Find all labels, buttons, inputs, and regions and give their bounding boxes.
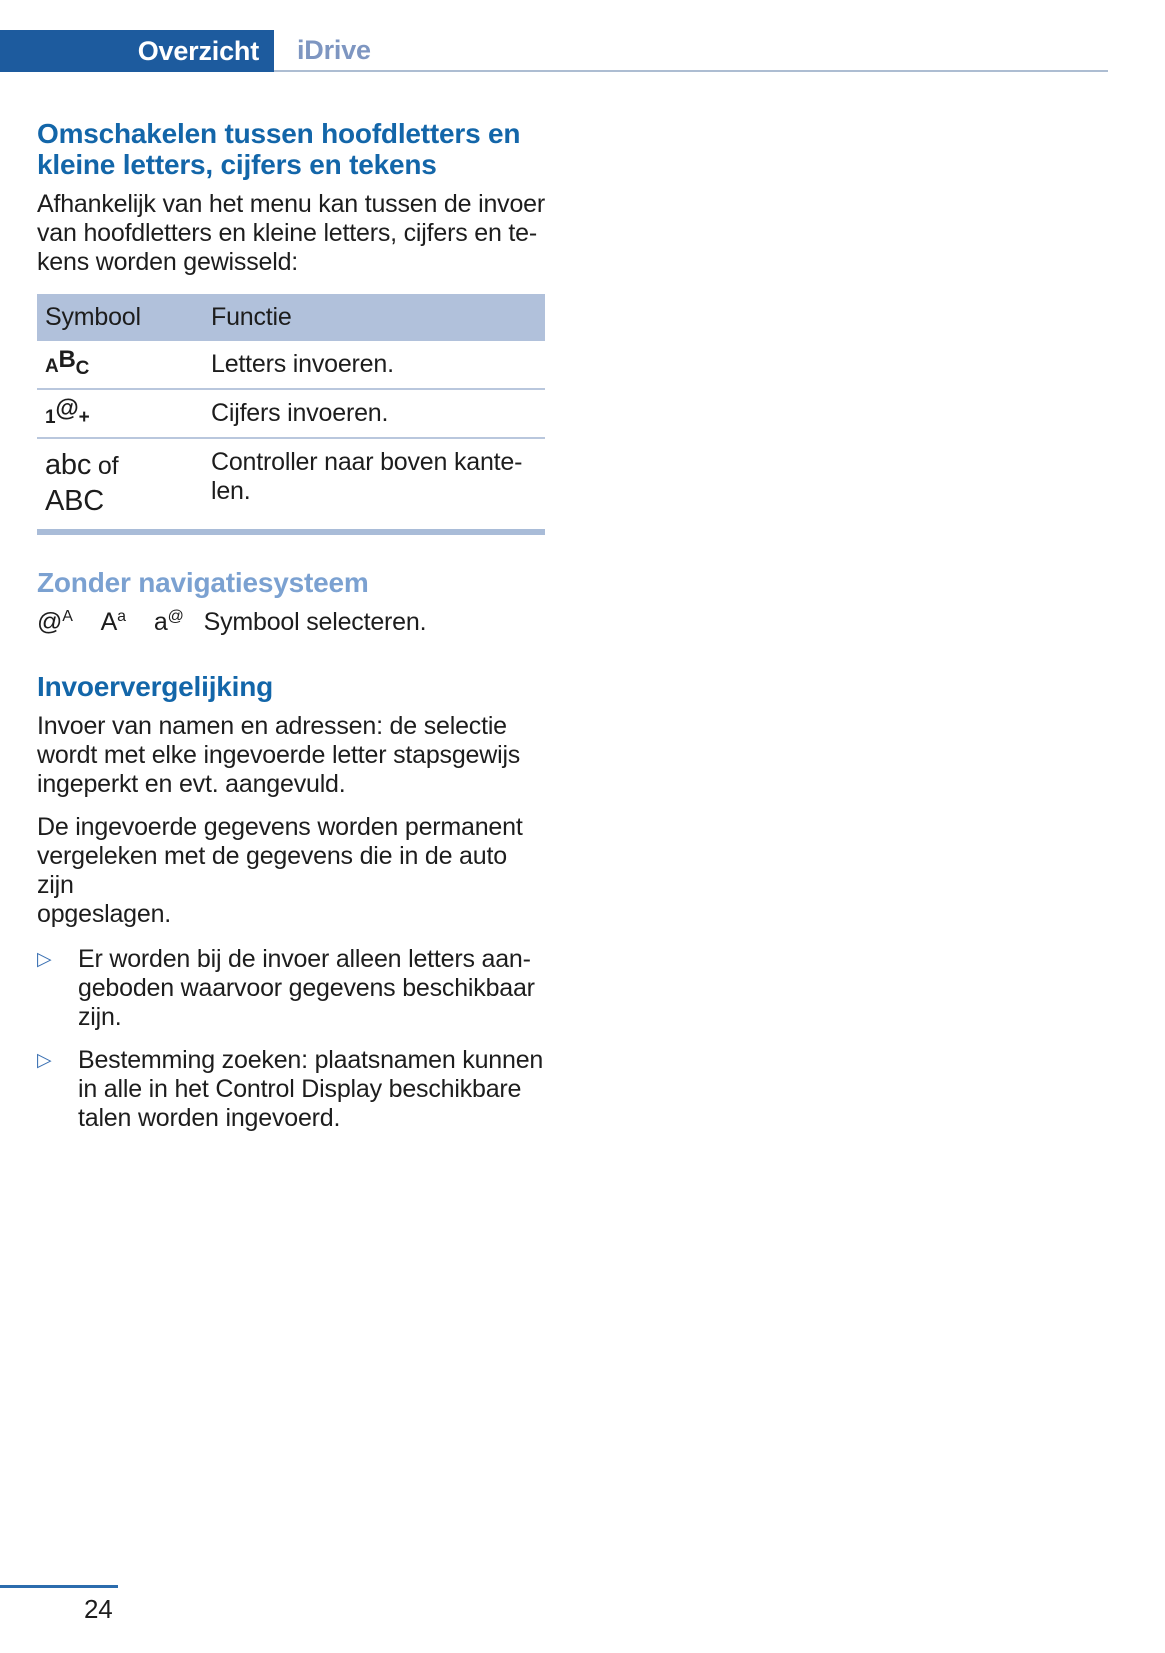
triangle-bullet-icon: ▷ [37,1050,52,1071]
case-toggle-icon: abc of ABC [45,449,119,517]
section-label: iDrive [297,34,371,65]
text-line: Controller naar boven kante- [211,448,523,476]
table-header-symbool: Symbool [45,303,141,331]
heading-invoervergelijking: Invoervergelijking [37,671,274,702]
text-line: wordt met elke ingevoerde letter stapsgewijs [37,741,521,769]
table-header-row [37,294,545,341]
heading-zonder-navigatiesysteem: Zonder navigatiesysteem [37,567,369,598]
page-content [37,118,549,1133]
text-line: Bestemming zoeken: plaatsnamen kunnen [78,1046,544,1074]
table-row [37,341,545,390]
symbol-function-table [37,294,545,535]
text-line: Er worden bij de invoer alleen letters aan- [78,945,531,973]
text-line: kens worden gewisseld: [37,248,299,276]
paragraph [37,712,549,799]
text-line: van hoofdletters en kleine letters, cijfers en te- [37,219,537,247]
footer-rule [0,1585,118,1588]
symbol-select-row [37,608,549,637]
header-rule [274,30,1108,72]
text-line: len. [211,477,251,505]
table-cell-function: Letters invoeren. [211,350,394,378]
letters-input-icon: ABC [45,346,90,379]
page-header [0,30,1108,72]
paragraph [37,813,549,929]
numbers-input-icon: 1@+ [45,395,90,428]
table-header-functie: Functie [211,303,292,331]
intro-paragraph [37,190,549,277]
at-A-symbol-icon: @$^A$ [37,608,73,636]
table-row [37,390,545,439]
heading-line: Omschakelen tussen hoofdletters en [37,118,521,149]
text-line: talen worden ingevoerd. [78,1104,341,1132]
text-line: vergeleken met de gegevens die in de auto zijn [37,842,507,899]
text-line: in alle in het Control Display beschikbare [78,1075,522,1103]
chapter-label: Overzicht [137,35,259,66]
text-line: Afhankelijk van het menu kan tussen de invoer [37,190,545,218]
A-a-symbol-icon: $A^a$ [100,608,126,636]
heading-omschakelen [37,118,549,180]
table-cell-function [203,448,545,506]
text-line: geboden waarvoor gegevens beschikbaar [78,974,535,1002]
table-row [37,439,545,529]
heading-line: kleine letters, cijfers en tekens [37,149,437,180]
bullet-list [37,945,549,1133]
list-item [37,1046,549,1133]
list-item [37,945,549,1032]
text-line: opgeslagen. [37,900,172,928]
text-line: zijn. [78,1003,122,1031]
text-line: Invoer van namen en adressen: de selectie [37,712,507,740]
text-line: De ingevoerde gegevens worden permanent [37,813,523,841]
chapter-tab [0,30,274,72]
symbol-select-caption: Symbool selecteren. [203,608,427,636]
triangle-bullet-icon: ▷ [37,949,52,970]
table-cell-function: Cijfers invoeren. [211,399,389,427]
a-at-symbol-icon: a@ [153,608,184,636]
page-number: 24 [84,1594,113,1624]
text-line: ingeperkt en evt. aangevuld. [37,770,346,798]
